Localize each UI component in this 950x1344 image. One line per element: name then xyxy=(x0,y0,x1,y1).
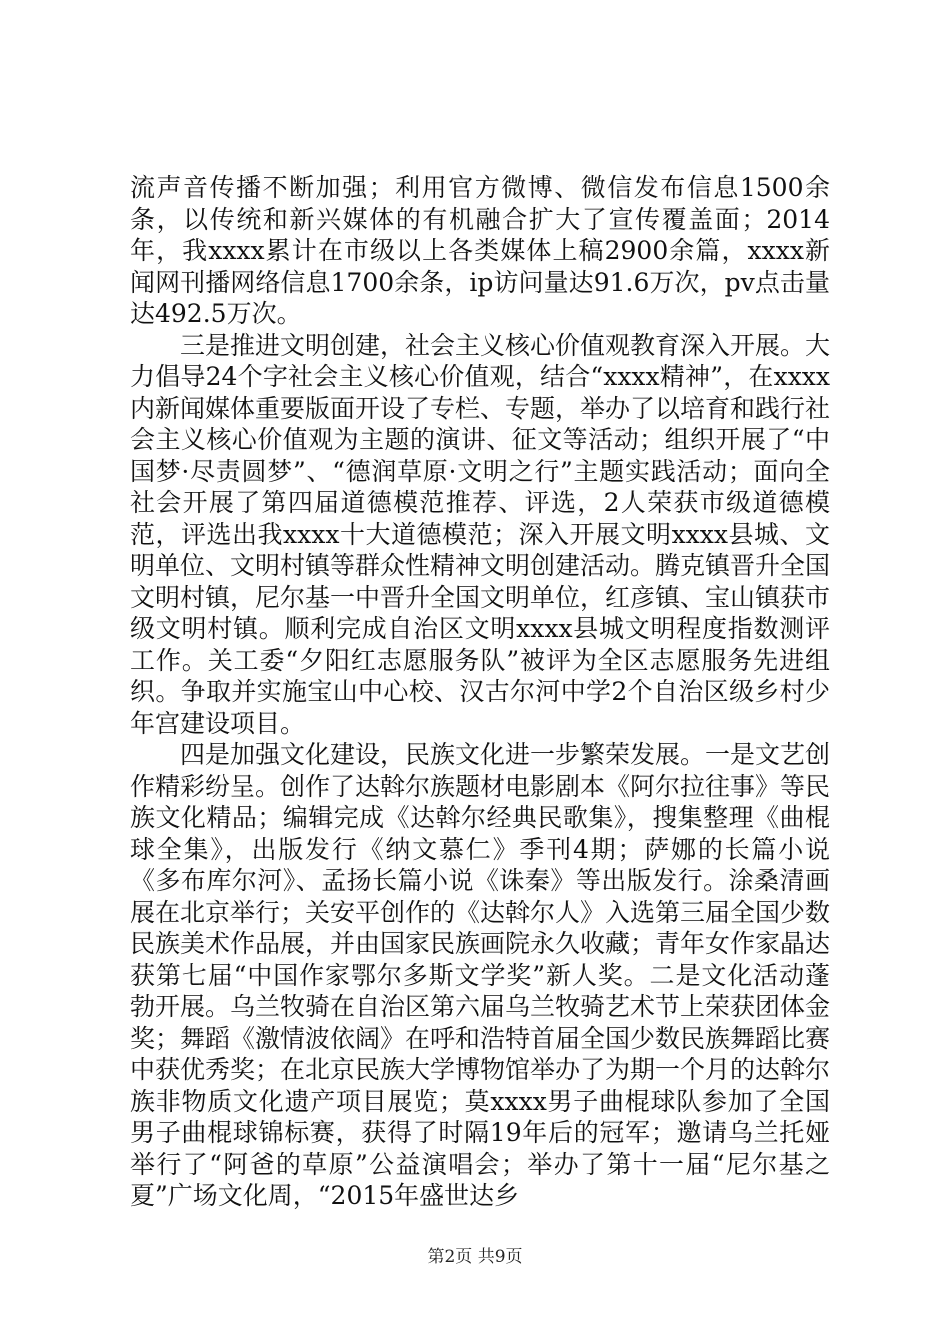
paragraph-civilization: 三是推进文明创建，社会主义核心价值观教育深入开展。大力倡导24个字社会主义核心价值观，结合“xxxx精神”，在xxxx内新闻媒体重要版面开设了专栏、专题，举办了以培育和践行社会主义核心价值观为主题的演讲、征文等活动；组织开展了“中国梦·尽责圆梦”、“德润草原·文明之行”主题实践活动；面向全社会开展了第四届道德模范推荐、评选，2人荣获市级道德模范，评选出我xxxx十大道德模范；深入开展文明xxxx县城、文明单位、文明村镇等群众性精神文明创建活动。腾克镇晋升全国文明村镇，尼尔基一中晋升全国文明单位，红彦镇、宝山镇获市级文明村镇。顺利完成自治区文明xxxx县城文明程度指数测评工作。关工委“夕阳红志愿服务队”被评为全区志愿服务先进组织。争取并实施宝山中心校、汉古尔河中学2个自治区级乡村少年宫建设项目。 xyxy=(130,330,831,738)
paragraph-culture: 四是加强文化建设，民族文化进一步繁荣发展。一是文艺创作精彩纷呈。创作了达斡尔族题材电影剧本《阿尔拉往事》等民族文化精品；编辑完成《达斡尔经典民歌集》，搜集整理《曲棍球全集》，出版发行《纳文慕仁》季刊4期；萨娜的长篇小说《多布库尔河》、孟扬长篇小说《诛秦》等出版发行。涂桑清画展在北京举行；关安平创作的《达斡尔人》入选第三届全国少数民族美术作品展，并由国家民族画院永久收藏；青年女作家晶达获第七届“中国作家鄂尔多斯文学奖”新人奖。二是文化活动蓬勃开展。乌兰牧骑在自治区第六届乌兰牧骑艺术节上荣获团体金奖；舞蹈《激情波依阔》在呼和浩特首届全国少数民族舞蹈比赛中获优秀奖；在北京民族大学博物馆举办了为期一个月的达斡尔族非物质文化遗产项目展览；莫xxxx男子曲棍球队参加了全国男子曲棍球锦标赛，获得了时隔19年后的冠军；邀请乌兰托娅举行了“阿爸的草原”公益演唱会；举办了第十一届“尼尔基之夏”广场文化周，“2015年盛世达乡 xyxy=(130,740,831,1210)
page-number: 第2页 共9页 xyxy=(427,1247,523,1267)
paragraph-continuation: 流声音传播不断加强；利用官方微博、微信发布信息1500余条，以传统和新兴媒体的有机融合扩大了宣传覆盖面；2014年，我xxxx累计在市级以上各类媒体上稿2900余篇，xxxx新闻网刊播网络信息1700余条，ip访问量达91.6万次，pv点击量达492.5万次。 xyxy=(130,173,830,328)
page-footer xyxy=(0,1242,950,1267)
document-body xyxy=(130,172,830,1212)
